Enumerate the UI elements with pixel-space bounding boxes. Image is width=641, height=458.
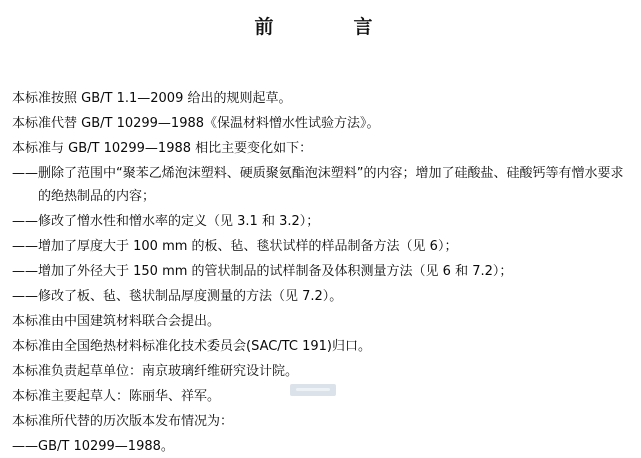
watermark-mark [290,384,336,396]
paragraph: ——修改了憎水性和憎水率的定义（见 3.1 和 3.2）； [12,214,320,229]
document-body [0,87,641,458]
paragraph: 本标准按照 GB/T 1.1—2009 给出的规则起草。 [12,91,292,106]
paragraph: 本标准所代替的历次版本发布情况为： [12,414,234,429]
paragraph: ——修改了板、毡、毯状制品厚度测量的方法（见 7.2）。 [12,289,343,304]
paragraph: 本标准负责起草单位：南京玻璃纤维研究设计院。 [12,364,299,379]
paragraph: 本标准由中国建筑材料联合会提出。 [12,314,221,329]
paragraph: ——删除了范围中“聚苯乙烯泡沫塑料、硬质聚氨酯泡沫塑料”的内容；增加了硅酸盐、硅酸钙等有憎水要求的绝热制品的内容； [12,166,624,204]
paragraph: ——增加了外径大于 150 mm 的管状制品的试样制备及体积测量方法（见 6 和 7.2）； [12,264,513,279]
page-title: 前 言 [254,16,387,38]
paragraph: 本标准主要起草人：陈丽华、祥军。 [12,389,221,404]
paragraph: 本标准代替 GB/T 10299—1988《保温材料憎水性试验方法》。 [12,116,380,131]
document-page [0,12,641,454]
paragraph: 本标准与 GB/T 10299—1988 相比主要变化如下： [12,141,313,156]
paragraph: 本标准由全国绝热材料标准化技术委员会(SAC/TC 191)归口。 [12,339,371,354]
paragraph: ——增加了厚度大于 100 mm 的板、毡、毯状试样的样品制备方法（见 6）； [12,239,458,254]
paragraph: ——GB/T 10299—1988。 [12,439,174,454]
